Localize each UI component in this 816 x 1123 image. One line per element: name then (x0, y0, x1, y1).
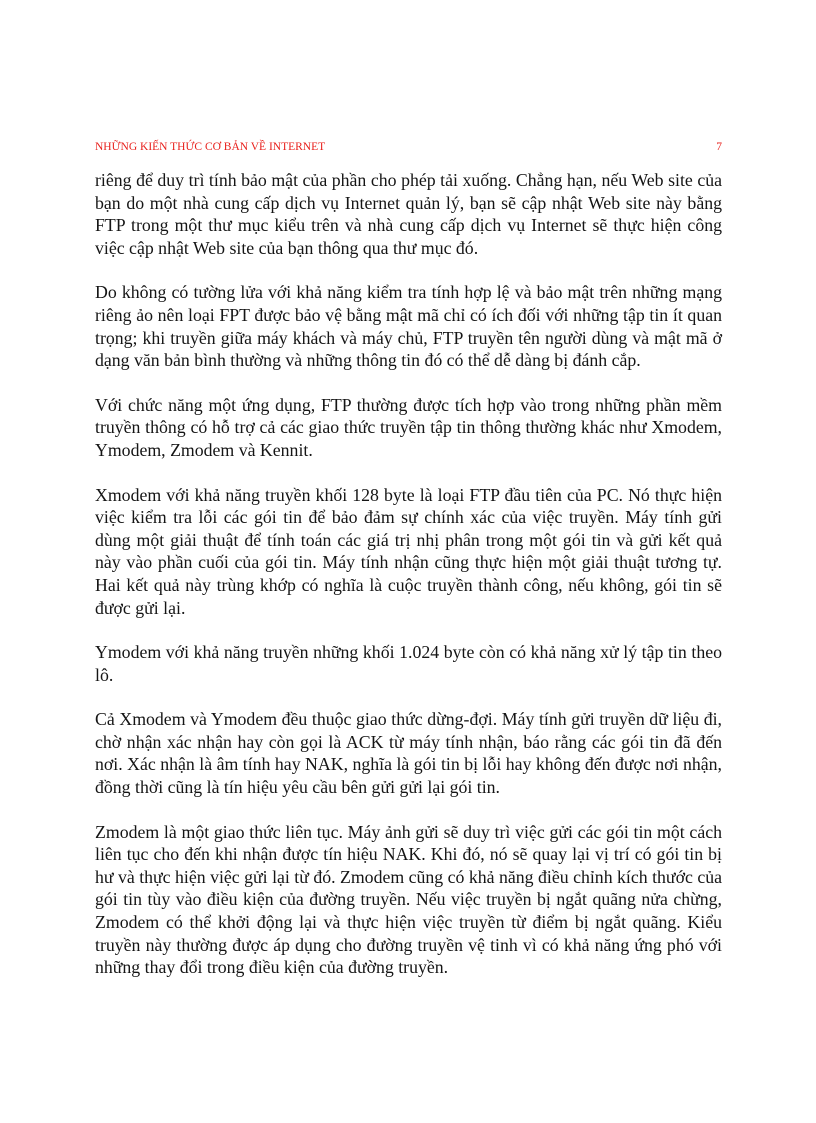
page-number: 7 (716, 141, 722, 153)
running-header (95, 141, 722, 153)
paragraph: Do không có tường lửa với khả năng kiểm tra tính hợp lệ và bảo mật trên những mạng riêng ảo nên loại FPT được bảo vệ bằng mật mã chỉ có ích đối với những tập tin ít quan trọng; khi truyền giữa máy khách và máy chủ, FTP truyền tên người dùng và mật mã ở dạng văn bản bình thường và những thông tin đó có thể dễ dàng bị đánh cắp. (95, 282, 722, 371)
paragraph: Xmodem với khả năng truyền khối 128 byte là loại FTP đầu tiên của PC. Nó thực hiện việc kiểm tra lỗi các gói tin để bảo đảm sự chính xác của việc truyền. Máy tính gửi dùng một giải thuật để tính toán các giá trị nhị phân trong một gói tin và gửi kết quả này vào phần cuối của gói tin. Máy tính nhận cũng thực hiện một giải thuật tương tự. Hai kết quả này trùng khớp có nghĩa là cuộc truyền thành công, nếu không, gói tin sẽ được gửi lại. (95, 484, 722, 618)
paragraph: Cả Xmodem và Ymodem đều thuộc giao thức dừng-đợi. Máy tính gửi truyền dữ liệu đi, chờ nhận xác nhận hay còn gọi là ACK từ máy tính nhận, báo rằng các gói tin đã đến nơi. Xác nhận là âm tính hay NAK, nghĩa là gói tin bị lỗi hay không đến được nơi nhận, đồng thời cũng là tín hiệu yêu cầu bên gửi gửi lại gói tin. (95, 709, 722, 798)
body-text (95, 169, 722, 1001)
paragraph: riêng để duy trì tính bảo mật của phần cho phép tải xuống. Chẳng hạn, nếu Web site của bạn do một nhà cung cấp dịch vụ Internet quản lý, bạn sẽ cập nhật Web site này bằng FTP trong một thư mục kiểu trên và nhà cung cấp dịch vụ Internet sẽ thực hiện công việc cập nhật Web site của bạn thông qua thư mục đó. (95, 170, 722, 258)
paragraph: Zmodem là một giao thức liên tục. Máy ảnh gửi sẽ duy trì việc gửi các gói tin một cách liên tục cho đến khi nhận được tín hiệu NAK. Khi đó, nó sẽ quay lại vị trí có gói tin bị hư và thực hiện việc gửi lại từ đó. Zmodem cũng có khả năng điều chỉnh kích thước của gói tin tùy vào điều kiện của đường truyền. Nếu việc truyền bị ngắt quãng nửa chừng, Zmodem có thể khởi động lại và thực hiện việc truyền từ điểm bị ngắt quãng. Kiểu truyền này thường được áp dụng cho đường truyền vệ tinh vì có khả năng ứng phó với những thay đổi trong điều kiện của đường truyền. (95, 821, 722, 978)
header-title: NHỮNG KIẾN THỨC CƠ BẢN VỀ INTERNET (95, 141, 326, 153)
paragraph: Ymodem với khả năng truyền những khối 1.024 byte còn có khả năng xử lý tập tin theo lô. (95, 642, 722, 685)
paragraph: Với chức năng một ứng dụng, FTP thường được tích hợp vào trong những phần mềm truyền thông có hỗ trợ cả các giao thức truyền tập tin thông thường khác như Xmodem, Ymodem, Zmodem và Kennit. (95, 394, 722, 460)
